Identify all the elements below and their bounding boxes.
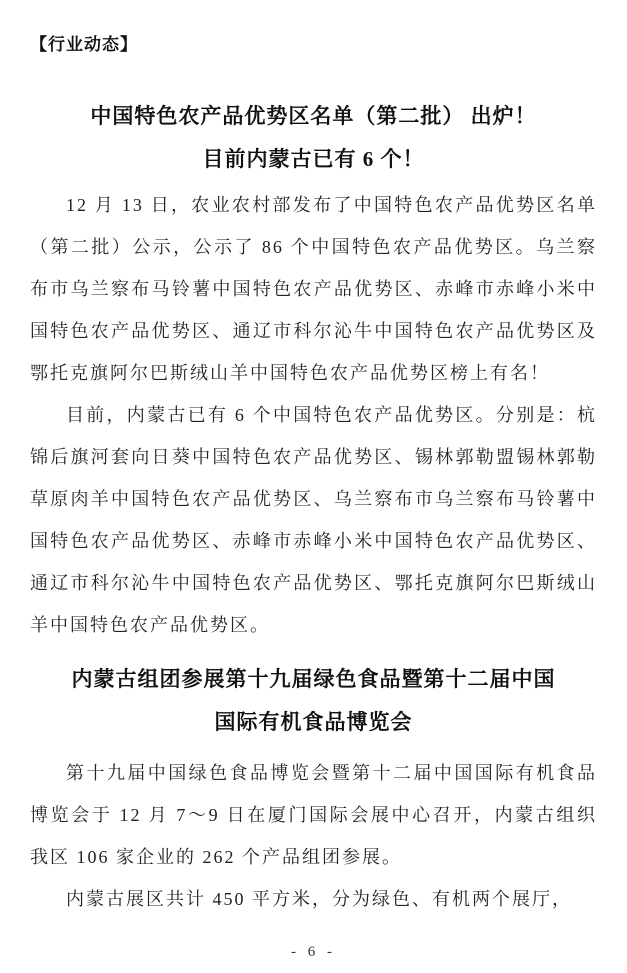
article-first-title [30,95,597,181]
article-first-title-line-1: 中国特色农产品优势区名单（第二批） 出炉！ [90,104,537,128]
article-first-body [30,184,597,646]
page-footer [0,944,627,961]
article-second-title-line-1: 内蒙古组团参展第十九届绿色食品暨第十二届中国 [71,667,556,691]
section-heading: 【行业动态】 [30,35,138,54]
paragraph-expo-area: 内蒙古展区共计 450 平方米，分为绿色、有机两个展厅， [66,889,572,909]
article-first-title-line-2: 目前内蒙古已有 6 个！ [202,147,425,171]
article-first [30,95,597,646]
article-second [30,658,597,920]
paragraph-expo-intro: 第十九届中国绿色食品博览会暨第十二届中国国际有机食品博览会于 12 月 7～9 日在厦门国际会展中心召开，内蒙古组织我区 106 家企业的 262 个产品组团参展。 [30,763,597,867]
page-number: - 6 - [291,944,336,960]
paragraph-current-list: 目前，内蒙古已有 6 个中国特色农产品优势区。分别是：杭锦后旗河套向日葵中国特色农产品优势区、锡林郭勒盟锡林郭勒草原肉羊中国特色农产品优势区、乌兰察布市乌兰察布马铃薯中国特色农产品优势区、赤峰市赤峰小米中国特色农产品优势区、通辽市科尔沁牛中国特色农产品优势区、鄂托克旗阿尔巴斯绒山羊中国特色农产品优势区。 [30,405,597,635]
article-second-body [30,752,597,920]
paragraph-announcement: 12 月 13 日，农业农村部发布了中国特色农产品优势区名单（第二批）公示，公示了 86 个中国特色农产品优势区。乌兰察布市乌兰察布马铃薯中国特色农产品优势区、赤峰市赤峰小米中国特色农产品优势区、通辽市科尔沁牛中国特色农产品优势区及鄂托克旗阿尔巴斯绒山羊中国特色农产品优势区榜上有名！ [30,195,597,383]
article-second-title [30,658,597,744]
article-second-title-line-2: 国际有机食品博览会 [214,710,413,734]
